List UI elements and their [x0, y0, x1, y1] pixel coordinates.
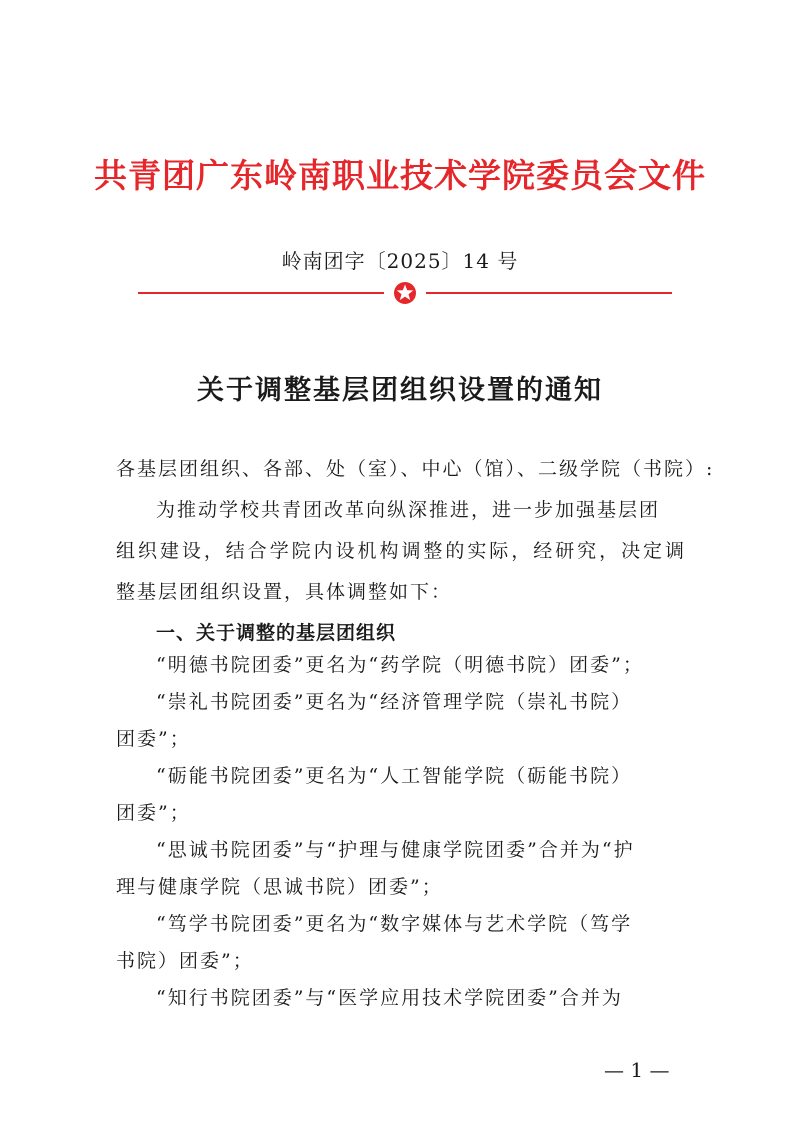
list-item-line: 书院）团委”；: [116, 950, 254, 972]
org-document-header: 共青团广东岭南职业技术学院委员会文件: [94, 156, 706, 195]
list-item-line: “砺能书院团委”更名为“人工智能学院（砺能书院）: [156, 765, 633, 787]
list-item-line: “思诚书院团委”与“护理与健康学院团委”合并为“护: [156, 839, 635, 861]
list-item-line: 团委”；: [116, 802, 191, 824]
intro-line-2: 组织建设，结合学院内设机构调整的实际，经研究，决定调: [116, 540, 686, 562]
list-item-line: 团委”；: [116, 728, 191, 750]
list-item-line: “崇礼书院团委”更名为“经济管理学院（崇礼书院）: [156, 691, 633, 713]
intro-line-1: 为推动学校共青团改革向纵深推进，进一步加强基层团: [156, 499, 661, 521]
addressee-line: 各基层团组织、各部、处（室）、中心（馆）、二级学院（书院）:: [116, 458, 715, 480]
intro-line-3: 整基层团组织设置，具体调整如下：: [116, 581, 453, 603]
list-item-line: “明德书院团委”更名为“药学院（明德书院）团委”；: [156, 654, 644, 676]
list-item-line: “笃学书院团委”更名为“数字媒体与艺术学院（笃学: [156, 913, 633, 935]
list-item-line: “知行书院团委”与“医学应用技术学院团委”合并为: [156, 987, 623, 1009]
page-number: — 1 —: [604, 1058, 670, 1082]
document-number: 岭南团字〔2025〕14 号: [281, 249, 519, 273]
list-item-line: 理与健康学院（思诚书院）团委”；: [116, 876, 443, 898]
section-heading: 一、关于调整的基层团组织: [156, 622, 397, 644]
notice-title: 关于调整基层团组织设置的通知: [197, 375, 603, 406]
red-divider: [138, 280, 672, 304]
